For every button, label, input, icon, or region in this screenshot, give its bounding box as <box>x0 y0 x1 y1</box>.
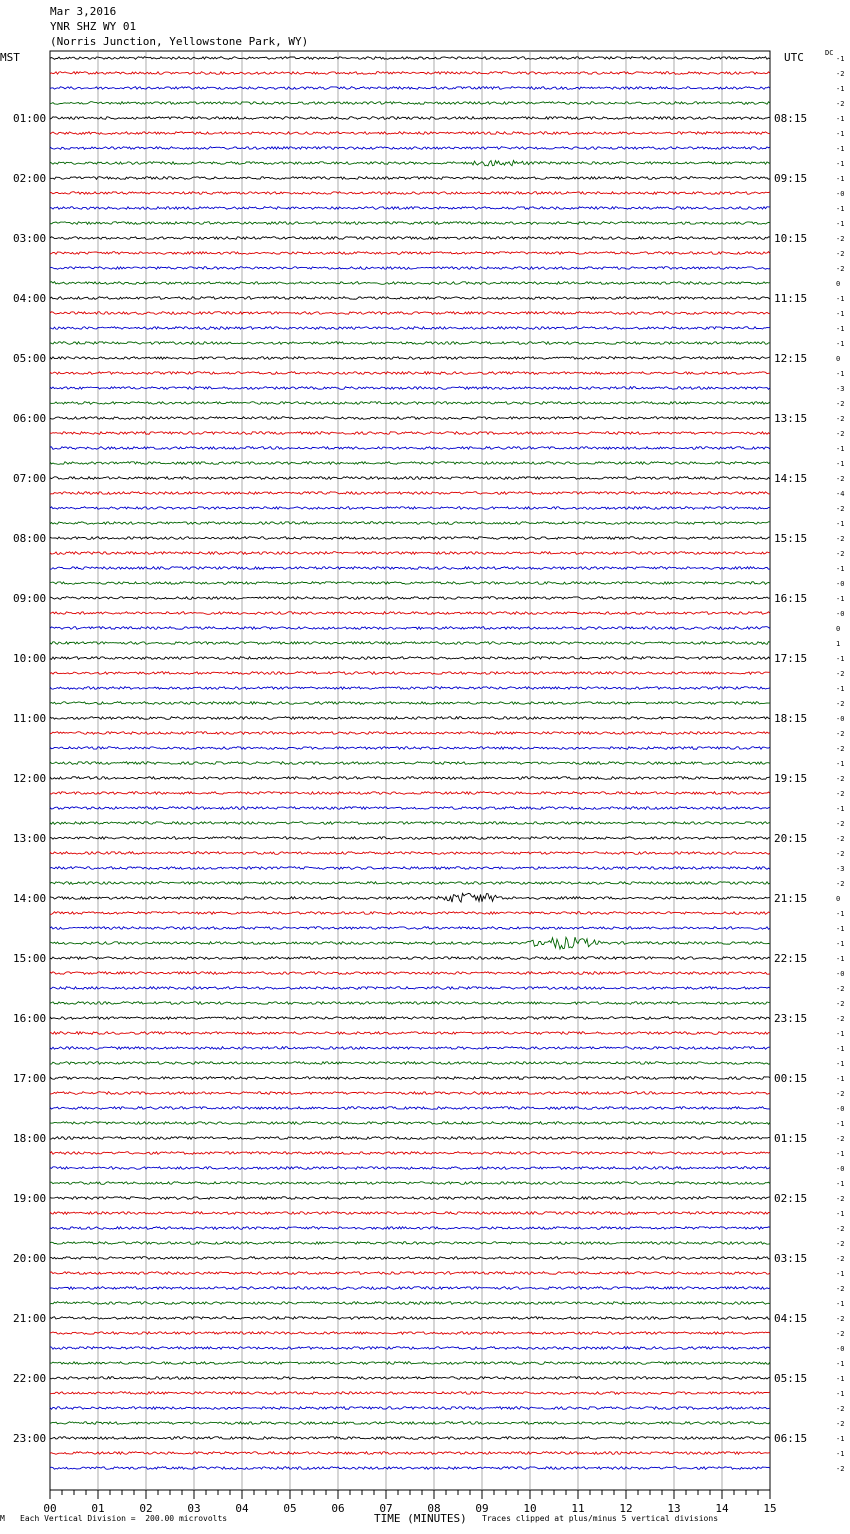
trace-row <box>50 372 770 375</box>
trace-row <box>50 1347 770 1350</box>
dc-offset-label: -2 <box>836 1135 845 1143</box>
dc-offset-label: -1 <box>836 595 845 603</box>
mst-hour-label: 12:00 <box>13 772 47 785</box>
utc-hour-label: 05:15 <box>774 1372 808 1385</box>
x-axis-title: TIME (MINUTES) <box>374 1512 467 1525</box>
utc-hour-label: 20:15 <box>774 832 808 845</box>
station-location: (Norris Junction, Yellowstone Park, WY) <box>50 35 309 48</box>
dc-offset-header: DC <box>825 49 834 57</box>
dc-offset-label: -2 <box>836 100 845 108</box>
x-tick-label: 01 <box>91 1502 105 1515</box>
utc-hour-label: 22:15 <box>774 952 808 965</box>
dc-offset-label: -1 <box>836 1030 845 1038</box>
dc-offset-label: -2 <box>836 70 845 78</box>
trace-row <box>50 972 770 975</box>
trace-row <box>50 1152 770 1155</box>
x-tick-label: 03 <box>187 1502 201 1515</box>
mst-hour-label: 21:00 <box>13 1312 47 1325</box>
dc-offset-label: -1 <box>836 565 845 573</box>
dc-offset-label: -2 <box>836 415 845 423</box>
footer-mark: M <box>0 1514 5 1523</box>
trace-row <box>50 552 770 555</box>
trace-row <box>50 447 770 450</box>
dc-offset-label: -1 <box>836 130 845 138</box>
trace-row <box>50 132 770 135</box>
x-tick-label: 09 <box>475 1502 489 1515</box>
dc-offset-label: -2 <box>836 430 845 438</box>
trace-row <box>50 1362 770 1365</box>
dc-offset-label: -1 <box>836 295 845 303</box>
dc-offset-label: -1 <box>836 310 845 318</box>
clip-note: Traces clipped at plus/minus 5 vertical divisions <box>482 1514 719 1523</box>
dc-offset-label: -1 <box>836 1390 845 1398</box>
trace-row <box>50 792 770 795</box>
dc-offset-label: -1 <box>836 1270 845 1278</box>
mst-hour-label: 05:00 <box>13 352 47 365</box>
trace-row <box>50 1392 770 1395</box>
trace-row <box>50 1227 770 1230</box>
dc-offset-label: -2 <box>836 265 845 273</box>
trace-row <box>50 1002 770 1005</box>
trace-row <box>50 1377 770 1380</box>
trace-row <box>50 1317 770 1320</box>
dc-offset-label: -2 <box>836 1240 845 1248</box>
trace-row <box>50 402 770 405</box>
x-tick-label: 12 <box>619 1502 633 1515</box>
trace-row <box>50 147 770 150</box>
dc-offset-label: -2 <box>836 1015 845 1023</box>
trace-row <box>50 687 770 690</box>
dc-offset-label: -1 <box>836 205 845 213</box>
trace-row <box>50 432 770 435</box>
right-timezone-label: UTC <box>784 51 804 64</box>
trace-row <box>50 1287 770 1290</box>
trace-row <box>50 1437 770 1440</box>
trace-row <box>50 837 770 840</box>
dc-offset-label: -2 <box>836 550 845 558</box>
mst-hour-label: 14:00 <box>13 892 47 905</box>
mst-hour-label: 10:00 <box>13 652 47 665</box>
x-tick-label: 07 <box>379 1502 393 1515</box>
mst-hour-label: 01:00 <box>13 112 47 125</box>
dc-offset-label: -1 <box>836 805 845 813</box>
station-code: YNR SHZ WY 01 <box>50 20 137 33</box>
trace-row <box>50 1452 770 1455</box>
dc-offset-label: -1 <box>836 1300 845 1308</box>
trace-row <box>50 762 770 765</box>
utc-hour-label: 15:15 <box>774 532 808 545</box>
utc-hour-label: 23:15 <box>774 1012 808 1025</box>
utc-hour-label: 14:15 <box>774 472 808 485</box>
dc-offset-label: -2 <box>836 730 845 738</box>
dc-offset-label: -2 <box>836 505 845 513</box>
mst-hour-label: 16:00 <box>13 1012 47 1025</box>
dc-offset-label: -2 <box>836 1315 845 1323</box>
trace-row <box>50 327 770 330</box>
trace-row <box>50 1407 770 1410</box>
dc-offset-label: -2 <box>836 1090 845 1098</box>
trace-row <box>50 937 770 949</box>
trace-row <box>50 852 770 855</box>
utc-hour-label: 21:15 <box>774 892 808 905</box>
dc-offset-label: -1 <box>836 1450 845 1458</box>
x-tick-label: 02 <box>139 1502 153 1515</box>
trace-row <box>50 1017 770 1020</box>
mst-hour-label: 20:00 <box>13 1252 47 1265</box>
dc-offset-label: -1 <box>836 760 845 768</box>
dc-offset-label: -1 <box>836 925 845 933</box>
dc-offset-label: -1 <box>836 1045 845 1053</box>
utc-hour-label: 04:15 <box>774 1312 808 1325</box>
utc-hour-label: 16:15 <box>774 592 808 605</box>
trace-row <box>50 297 770 300</box>
dc-offset-label: -1 <box>836 520 845 528</box>
trace-row <box>50 732 770 735</box>
mst-hour-label: 02:00 <box>13 172 47 185</box>
trace-row <box>50 237 770 240</box>
dc-offset-label: -2 <box>836 535 845 543</box>
dc-offset-label: -1 <box>836 940 845 948</box>
utc-hour-label: 09:15 <box>774 172 808 185</box>
mst-hour-label: 08:00 <box>13 532 47 545</box>
dc-offset-label: -1 <box>836 325 845 333</box>
trace-row <box>50 492 770 495</box>
mst-hour-label: 19:00 <box>13 1192 47 1205</box>
trace-row <box>50 1242 770 1245</box>
utc-hour-label: 11:15 <box>774 292 808 305</box>
dc-offset-label: -1 <box>836 55 845 63</box>
dc-offset-label: -4 <box>836 490 845 498</box>
dc-offset-label: -2 <box>836 400 845 408</box>
dc-offset-label: -1 <box>836 115 845 123</box>
trace-row <box>50 537 770 540</box>
trace-row <box>50 1197 770 1200</box>
trace-row <box>50 612 770 615</box>
trace-row <box>50 417 770 420</box>
trace-row <box>50 1032 770 1035</box>
trace-row <box>50 207 770 210</box>
dc-offset-label: -2 <box>836 880 845 888</box>
dc-offset-label: -2 <box>836 1285 845 1293</box>
trace-row <box>50 1182 770 1185</box>
trace-row <box>50 893 770 902</box>
trace-row <box>50 1047 770 1050</box>
trace-row <box>50 161 770 166</box>
trace-row <box>50 1167 770 1170</box>
utc-hour-label: 13:15 <box>774 412 808 425</box>
dc-offset-label: 0 <box>836 280 841 288</box>
trace-row <box>50 567 770 570</box>
dc-offset-label: -2 <box>836 1255 845 1263</box>
dc-offset-label: -2 <box>836 235 845 243</box>
mst-hour-label: 07:00 <box>13 472 47 485</box>
dc-offset-label: -0 <box>836 970 845 978</box>
utc-hour-label: 19:15 <box>774 772 808 785</box>
mst-hour-label: 11:00 <box>13 712 47 725</box>
trace-row <box>50 642 770 645</box>
dc-offset-label: -0 <box>836 715 845 723</box>
trace-row <box>50 1332 770 1335</box>
x-tick-label: 11 <box>571 1502 585 1515</box>
trace-row <box>50 342 770 345</box>
utc-hour-label: 02:15 <box>774 1192 808 1205</box>
trace-row <box>50 1092 770 1095</box>
dc-offset-label: 0 <box>836 625 841 633</box>
dc-offset-label: -2 <box>836 1465 845 1473</box>
dc-offset-label: -0 <box>836 580 845 588</box>
dc-offset-label: -1 <box>836 175 845 183</box>
mst-hour-label: 06:00 <box>13 412 47 425</box>
dc-offset-label: -2 <box>836 700 845 708</box>
trace-row <box>50 1272 770 1275</box>
trace-row <box>50 957 770 960</box>
trace-row <box>50 927 770 930</box>
utc-hour-label: 03:15 <box>774 1252 808 1265</box>
trace-row <box>50 807 770 810</box>
dc-offset-label: -2 <box>836 1225 845 1233</box>
trace-row <box>50 312 770 315</box>
dc-offset-label: -2 <box>836 820 845 828</box>
dc-offset-label: -2 <box>836 850 845 858</box>
dc-offset-label: -2 <box>836 1195 845 1203</box>
x-tick-label: 00 <box>43 1502 57 1515</box>
x-tick-label: 04 <box>235 1502 249 1515</box>
trace-row <box>50 1212 770 1215</box>
dc-offset-label: -1 <box>836 460 845 468</box>
utc-hour-label: 17:15 <box>774 652 808 665</box>
trace-row <box>50 717 770 720</box>
dc-offset-label: -1 <box>836 910 845 918</box>
x-tick-label: 08 <box>427 1502 441 1515</box>
dc-offset-label: -1 <box>836 445 845 453</box>
dc-offset-label: -1 <box>836 685 845 693</box>
trace-row <box>50 387 770 390</box>
dc-offset-label: -0 <box>836 1345 845 1353</box>
trace-row <box>50 1137 770 1140</box>
dc-offset-label: -1 <box>836 1435 845 1443</box>
mst-hour-label: 18:00 <box>13 1132 47 1145</box>
trace-row <box>50 912 770 915</box>
dc-offset-label: -0 <box>836 610 845 618</box>
mst-hour-label: 17:00 <box>13 1072 47 1085</box>
dc-offset-label: -1 <box>836 1360 845 1368</box>
trace-row <box>50 102 770 105</box>
dc-offset-label: -1 <box>836 1180 845 1188</box>
trace-row <box>50 582 770 585</box>
utc-hour-label: 06:15 <box>774 1432 808 1445</box>
dc-offset-label: -1 <box>836 340 845 348</box>
trace-row <box>50 357 770 360</box>
dc-offset-label: -0 <box>836 190 845 198</box>
trace-row <box>50 222 770 225</box>
trace-row <box>50 822 770 825</box>
trace-row <box>50 702 770 705</box>
dc-offset-label: -2 <box>836 250 845 258</box>
mst-hour-label: 03:00 <box>13 232 47 245</box>
dc-offset-label: -1 <box>836 955 845 963</box>
dc-offset-label: -3 <box>836 865 845 873</box>
trace-row <box>50 477 770 480</box>
trace-row <box>50 462 770 465</box>
mst-hour-label: 22:00 <box>13 1372 47 1385</box>
dc-offset-label: -2 <box>836 1405 845 1413</box>
trace-row <box>50 1467 770 1470</box>
dc-offset-label: -2 <box>836 1420 845 1428</box>
dc-offset-label: -1 <box>836 370 845 378</box>
trace-row <box>50 507 770 510</box>
x-tick-label: 06 <box>331 1502 345 1515</box>
dc-offset-label: -1 <box>836 1075 845 1083</box>
x-tick-label: 05 <box>283 1502 297 1515</box>
trace-row <box>50 1257 770 1260</box>
mst-hour-label: 04:00 <box>13 292 47 305</box>
trace-row <box>50 87 770 90</box>
vertical-scale-note: Each Vertical Division = 200.00 microvolts <box>20 1514 228 1523</box>
trace-row <box>50 672 770 675</box>
dc-offset-label: -1 <box>836 1210 845 1218</box>
trace-row <box>50 1302 770 1305</box>
x-tick-label: 13 <box>667 1502 681 1515</box>
trace-row <box>50 252 770 255</box>
trace-row <box>50 57 770 60</box>
utc-hour-label: 00:15 <box>774 1072 808 1085</box>
left-timezone-label: MST <box>0 51 20 64</box>
dc-offset-label: 1 <box>836 640 841 648</box>
trace-row <box>50 1107 770 1110</box>
x-tick-label: 15 <box>763 1502 777 1515</box>
trace-row <box>50 1122 770 1125</box>
x-tick-label: 10 <box>523 1502 537 1515</box>
mst-hour-label: 15:00 <box>13 952 47 965</box>
trace-row <box>50 177 770 180</box>
dc-offset-label: -1 <box>836 1120 845 1128</box>
x-tick-label: 14 <box>715 1502 729 1515</box>
dc-offset-label: -2 <box>836 835 845 843</box>
trace-row <box>50 657 770 660</box>
trace-row <box>50 1062 770 1065</box>
utc-hour-label: 08:15 <box>774 112 808 125</box>
dc-offset-label: -2 <box>836 1000 845 1008</box>
dc-offset-label: -3 <box>836 385 845 393</box>
dc-offset-label: -2 <box>836 745 845 753</box>
dc-offset-label: -2 <box>836 670 845 678</box>
dc-offset-label: -0 <box>836 1105 845 1113</box>
dc-offset-label: -2 <box>836 775 845 783</box>
trace-row <box>50 1422 770 1425</box>
mst-hour-label: 13:00 <box>13 832 47 845</box>
dc-offset-label: -1 <box>836 1375 845 1383</box>
plot-date: Mar 3,2016 <box>50 5 117 18</box>
dc-offset-label: -1 <box>836 220 845 228</box>
dc-offset-label: -2 <box>836 985 845 993</box>
trace-row <box>50 1077 770 1080</box>
trace-row <box>50 882 770 885</box>
trace-row <box>50 72 770 75</box>
utc-hour-label: 12:15 <box>774 352 808 365</box>
trace-row <box>50 117 770 120</box>
utc-hour-label: 01:15 <box>774 1132 808 1145</box>
trace-row <box>50 747 770 750</box>
trace-row <box>50 627 770 630</box>
dc-offset-label: -0 <box>836 1165 845 1173</box>
dc-offset-label: -1 <box>836 145 845 153</box>
trace-row <box>50 987 770 990</box>
dc-offset-label: -1 <box>836 1060 845 1068</box>
utc-hour-label: 10:15 <box>774 232 808 245</box>
dc-offset-label: -1 <box>836 655 845 663</box>
dc-offset-label: -1 <box>836 85 845 93</box>
utc-hour-label: 18:15 <box>774 712 808 725</box>
trace-row <box>50 522 770 525</box>
trace-row <box>50 267 770 270</box>
trace-row <box>50 282 770 285</box>
dc-offset-label: -1 <box>836 1150 845 1158</box>
dc-offset-label: -2 <box>836 475 845 483</box>
mst-hour-label: 09:00 <box>13 592 47 605</box>
dc-offset-label: -2 <box>836 1330 845 1338</box>
trace-row <box>50 777 770 780</box>
trace-row <box>50 597 770 600</box>
dc-offset-label: 0 <box>836 895 841 903</box>
trace-row <box>50 192 770 195</box>
dc-offset-label: -2 <box>836 790 845 798</box>
dc-offset-label: -1 <box>836 160 845 168</box>
dc-offset-label: 0 <box>836 355 841 363</box>
trace-row <box>50 867 770 870</box>
mst-hour-label: 23:00 <box>13 1432 47 1445</box>
